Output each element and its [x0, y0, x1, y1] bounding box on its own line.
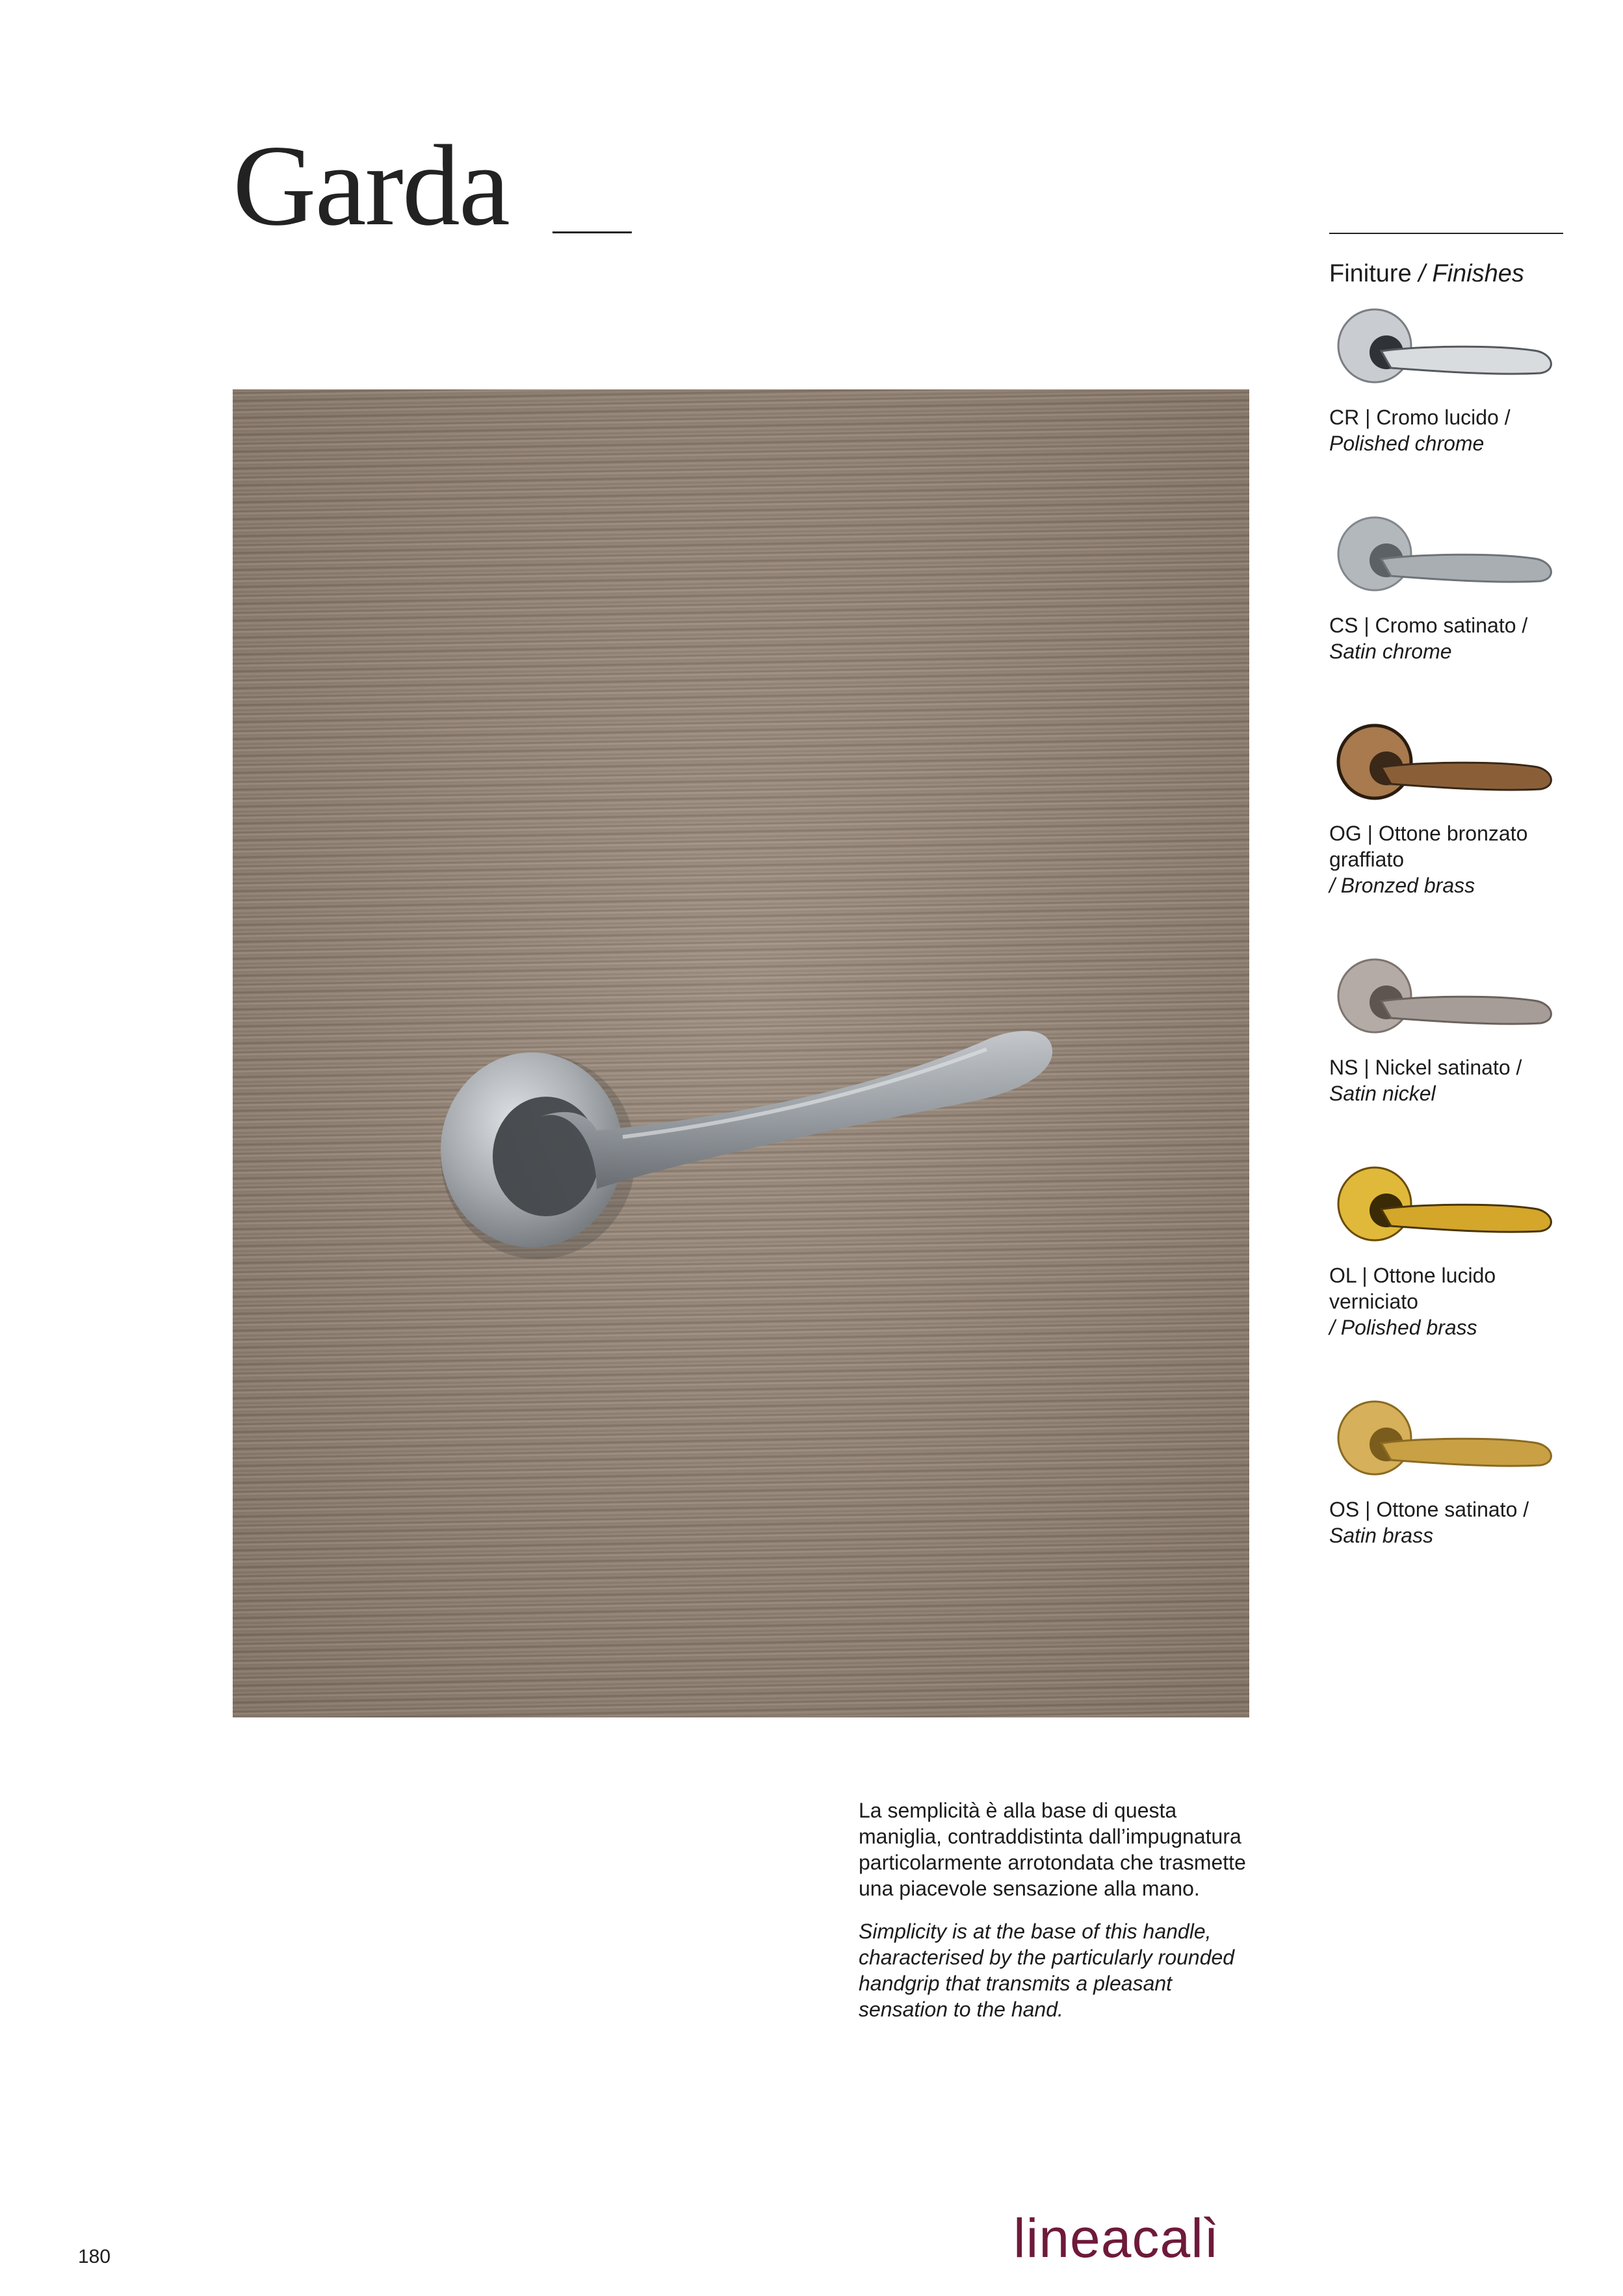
finish-english: Satin chrome	[1329, 640, 1452, 663]
product-photo	[233, 389, 1249, 1717]
page-title: Garda	[233, 121, 509, 250]
finish-label	[1329, 1262, 1576, 1340]
finish-english: / Bronzed brass	[1329, 874, 1475, 897]
finishes-divider	[1329, 233, 1563, 234]
description-english: Simplicity is at the base of this handle, characterised by the particularly rounded handgrip that transmits a pleasant sensation to the hand.	[859, 1920, 1235, 2021]
finish-label	[1329, 1054, 1576, 1106]
finish-item-ol	[1329, 1164, 1576, 1340]
finish-code: CR | Cromo lucido /	[1329, 406, 1511, 429]
finish-english: / Polished brass	[1329, 1316, 1477, 1339]
finish-item-cr	[1329, 306, 1576, 456]
door-handle-illustration	[233, 389, 1249, 1717]
finish-item-cs	[1329, 514, 1576, 664]
polished-chrome-handle-icon	[1329, 306, 1563, 397]
finish-code: OL | Ottone lucido verniciato	[1329, 1264, 1496, 1313]
description-italian: La semplicità è alla base di questa maniglia, contraddistinta dall’impugnatura particolarmente arrotondata che trasmette una piacevole sensazione alla mano.	[859, 1799, 1246, 1900]
finish-english: Satin brass	[1329, 1524, 1434, 1547]
finish-item-os	[1329, 1398, 1576, 1548]
finish-item-ns	[1329, 956, 1576, 1106]
logo-text: lineacalì	[1013, 2208, 1220, 2269]
finish-code: NS | Nickel satinato /	[1329, 1056, 1522, 1079]
finishes-heading-it: Finiture	[1329, 260, 1412, 287]
lineacali-logo	[1013, 2206, 1254, 2271]
finishes-heading-en: / Finishes	[1418, 260, 1524, 287]
finish-code: OS | Ottone satinato /	[1329, 1498, 1529, 1521]
finish-code: OG | Ottone bronzato graffiato	[1329, 822, 1528, 871]
satin-nickel-handle-icon	[1329, 956, 1563, 1047]
finish-code: CS | Cromo satinato /	[1329, 614, 1528, 637]
page-number: 180	[78, 2246, 111, 2267]
finish-english: Polished chrome	[1329, 432, 1485, 455]
finish-english: Satin nickel	[1329, 1082, 1436, 1105]
product-description	[859, 1797, 1262, 2039]
satin-brass-handle-icon	[1329, 1398, 1563, 1489]
finish-item-og	[1329, 722, 1576, 898]
finishes-heading	[1329, 260, 1524, 288]
finish-label	[1329, 404, 1576, 456]
bronzed-brass-handle-icon	[1329, 722, 1563, 813]
finish-label	[1329, 820, 1576, 898]
finish-label	[1329, 612, 1576, 664]
satin-chrome-handle-icon	[1329, 514, 1563, 605]
title-rule	[552, 231, 632, 233]
polished-brass-handle-icon	[1329, 1164, 1563, 1255]
finish-label	[1329, 1496, 1576, 1548]
